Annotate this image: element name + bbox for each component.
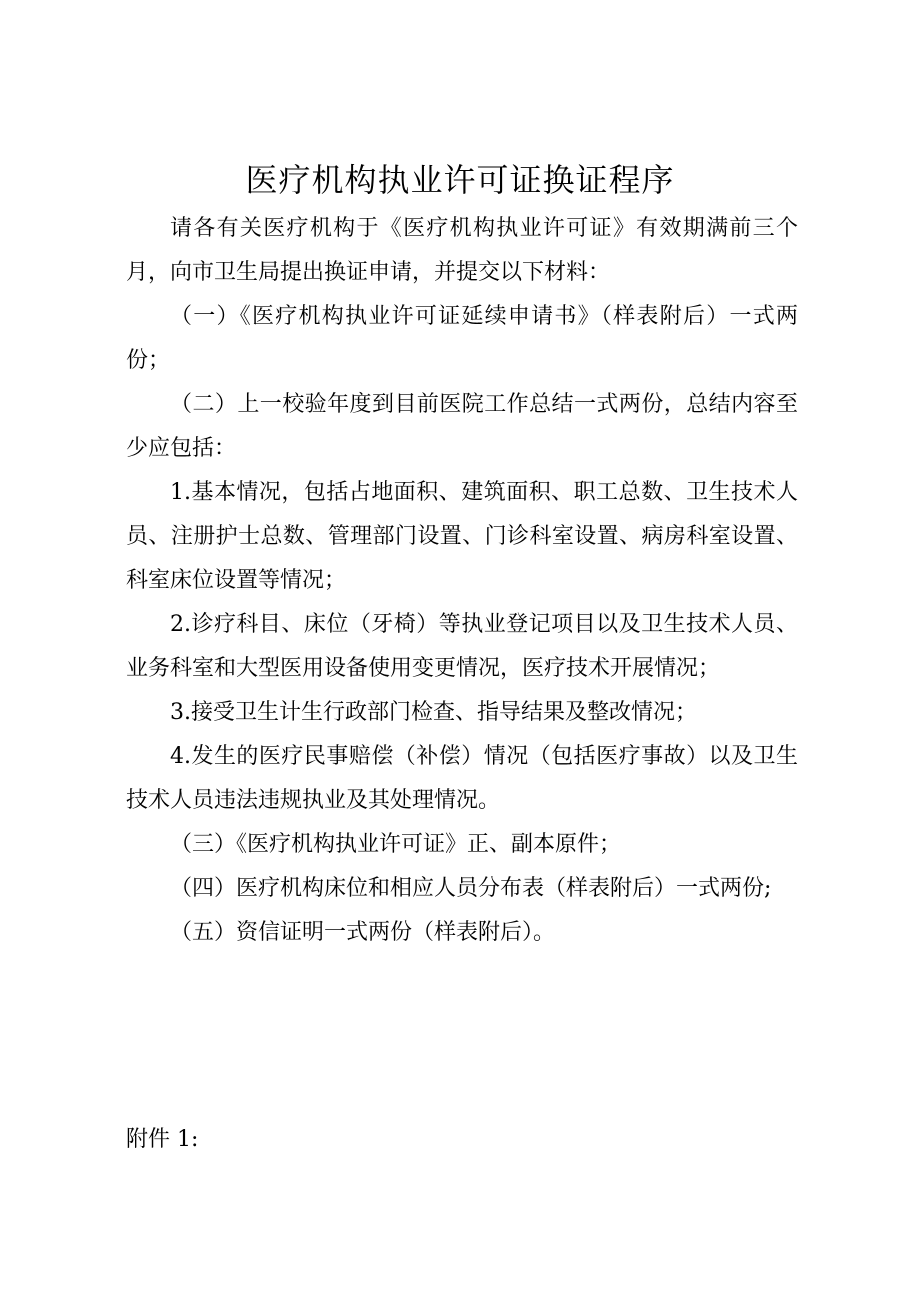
item-four-paragraph: （四）医疗机构床位和相应人员分布表（样表附后）一式两份; [170,876,772,901]
item-two-paragraph: （二）上一校验年度到目前医院工作总结一式两份，总结内容至少应包括： [126,392,798,461]
sub-item-2-paragraph: 2.诊疗科目、床位（牙椅）等执业登记项目以及卫生技术人员、业务科室和大型医用设备使用变更情况，医疗技术开展情况； [126,612,798,681]
item-five-paragraph: （五）资信证明一式两份（样表附后）。 [170,920,556,945]
item-three-paragraph: （三）《医疗机构执业许可证》正、副本原件； [170,832,622,857]
item-one-paragraph: （一）《医疗机构执业许可证延续申请书》（样表附后）一式两份； [126,304,798,373]
intro-paragraph: 请各有关医疗机构于《医疗机构执业许可证》有效期满前三个月，向市卫生局提出换证申请，并提交以下材料： [126,216,798,285]
sub-item-3-paragraph: 3.接受卫生计生行政部门检查、指导结果及整改情况； [170,700,697,725]
sub-item-1-paragraph: 1.基本情况，包括占地面积、建筑面积、职工总数、卫生技术人员、注册护士总数、管理部门设置、门诊科室设置、病房科室设置、科室床位设置等情况； [126,480,798,593]
sub-item-4-paragraph: 4.发生的医疗民事赔偿（补偿）情况（包括医疗事故）以及卫生技术人员违法违规执业及其处理情况。 [126,744,798,813]
attachment-label: 附件 1: [126,1127,199,1152]
document-title: 医疗机构执业许可证换证程序 [245,161,675,199]
document-body [126,207,798,955]
